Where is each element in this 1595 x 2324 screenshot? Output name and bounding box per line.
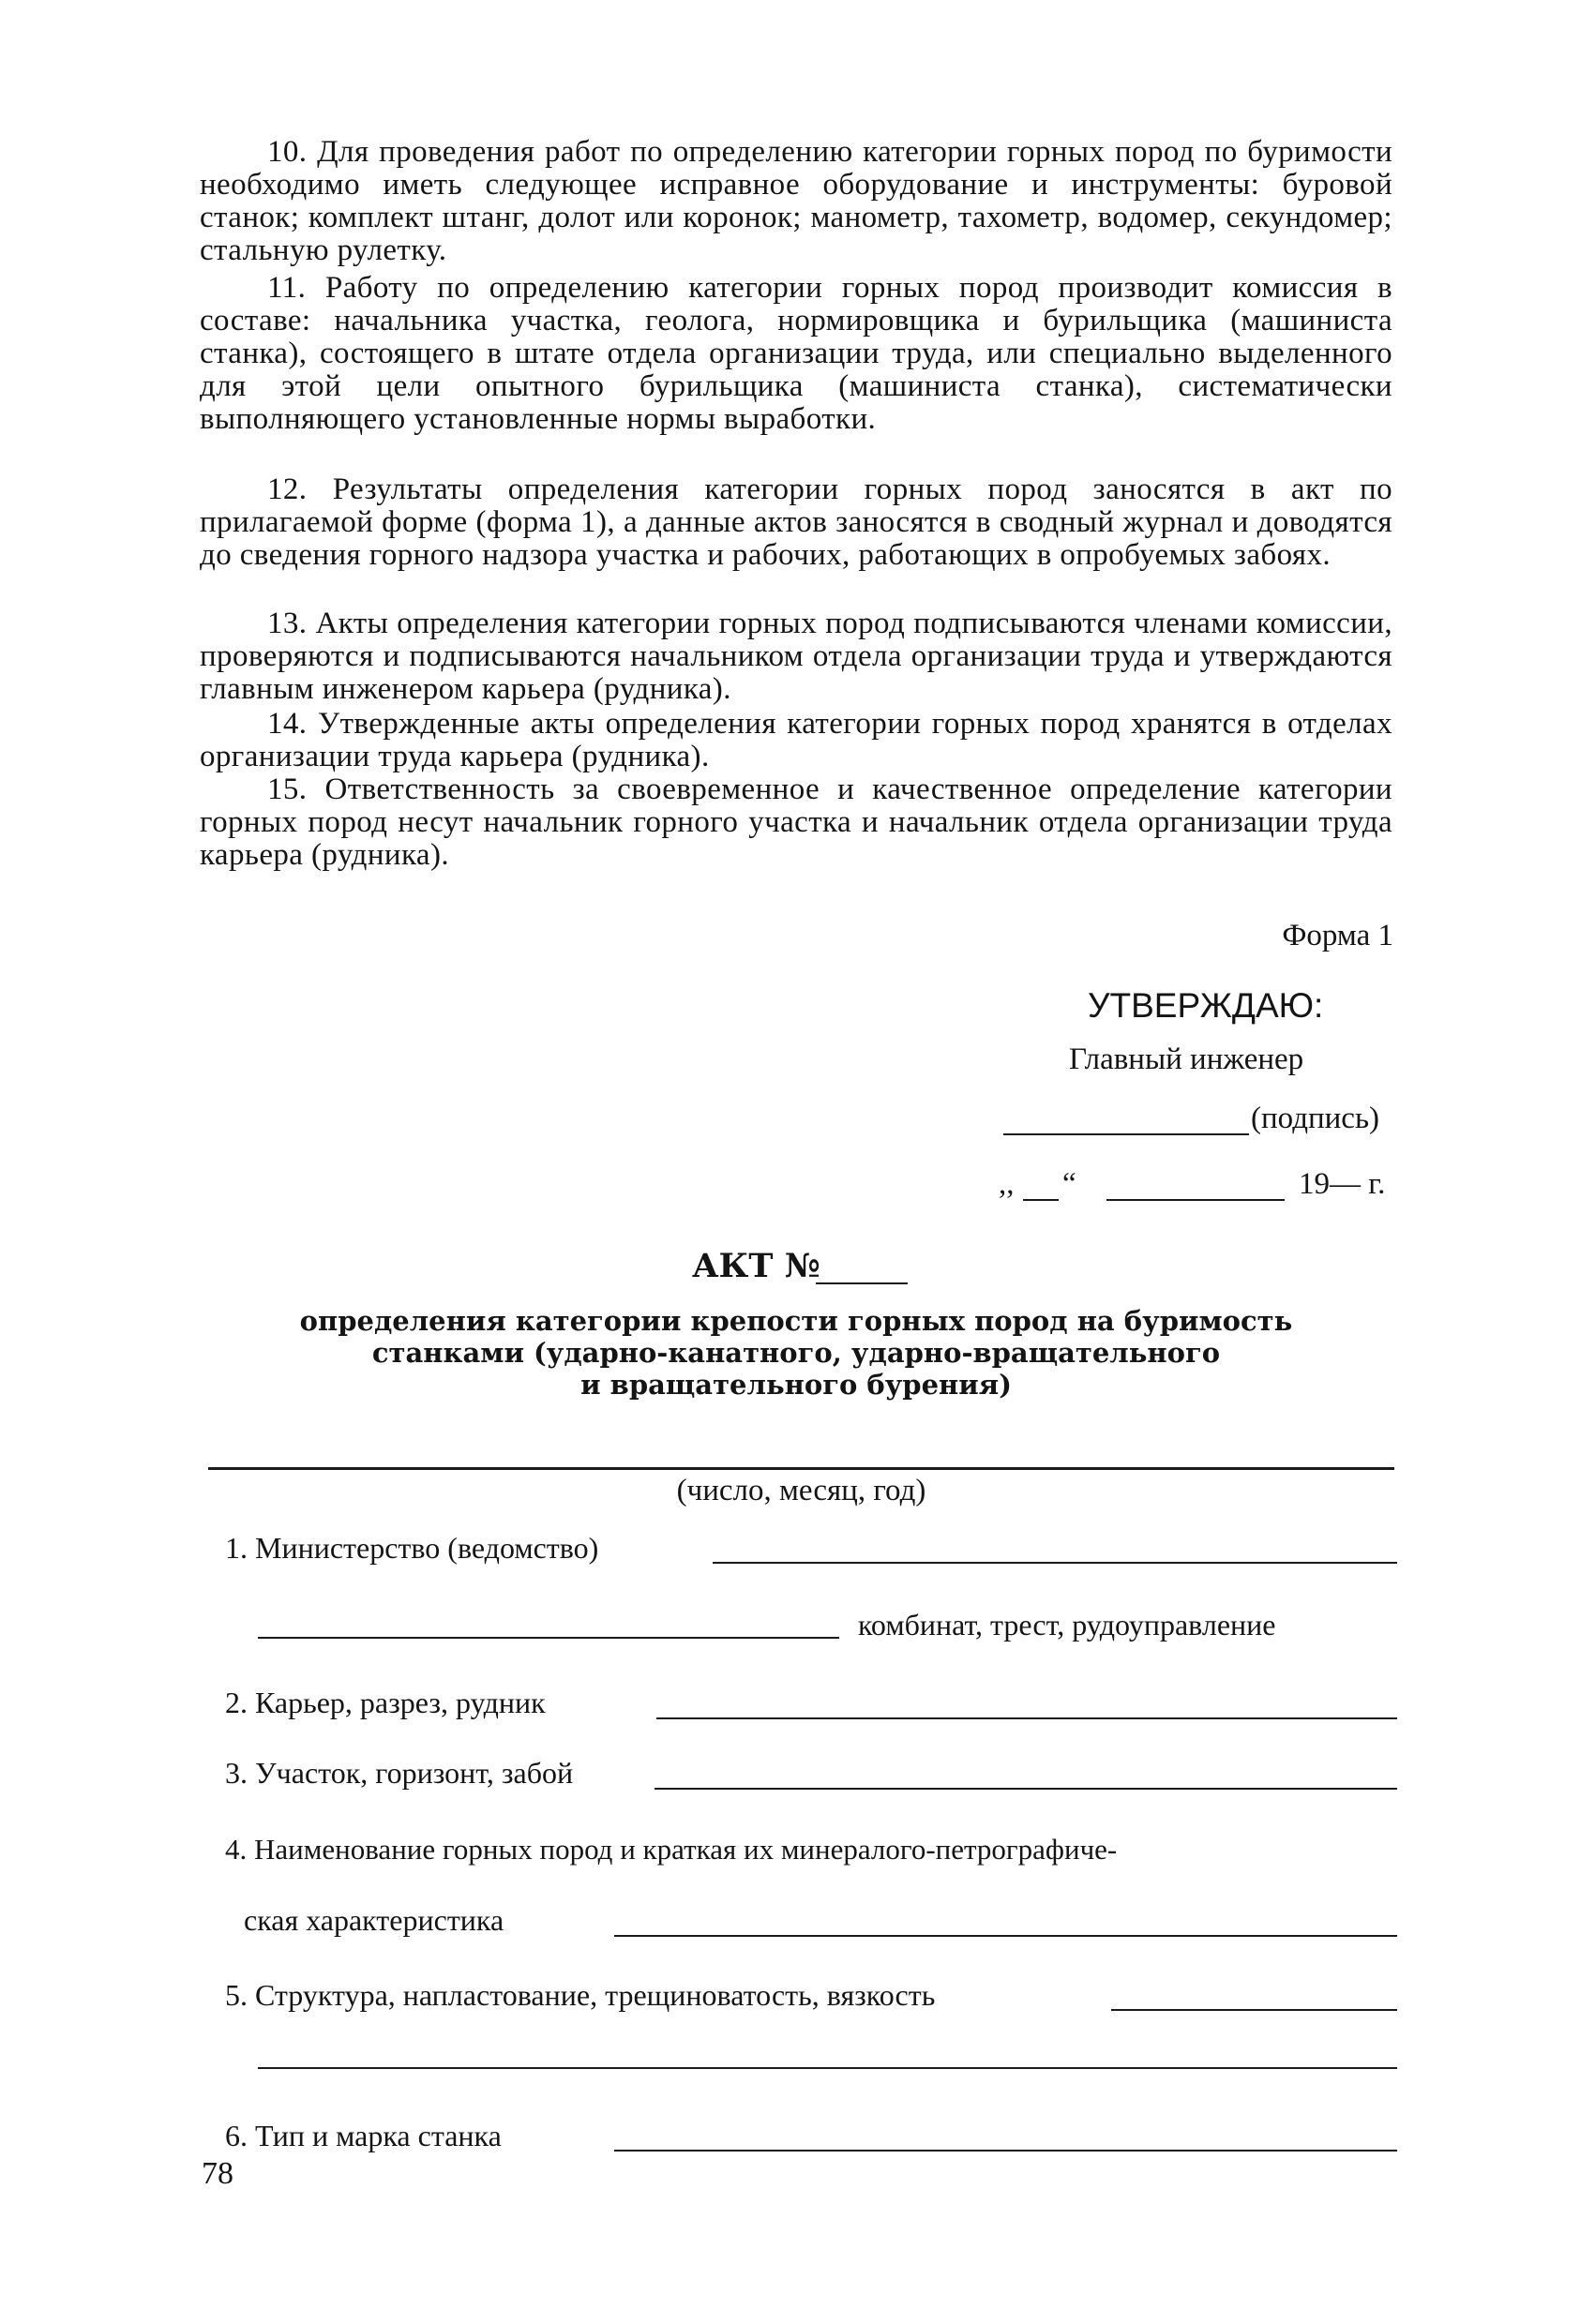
date-quote-close: “ bbox=[1062, 1167, 1076, 1201]
chief-engineer: Главный инженер bbox=[1069, 1042, 1304, 1076]
paragraph-15: 15. Ответственность за своевременное и качественное определение категории горных пород несут начальник горного участка и начальник отдела организации труда карьера (рудника). bbox=[200, 772, 1392, 872]
field-5-line[interactable] bbox=[1111, 2009, 1397, 2011]
act-subtitle-line-3: и вращательного бурения) bbox=[580, 1369, 1012, 1401]
month-line[interactable] bbox=[1106, 1199, 1285, 1201]
field-1-line[interactable] bbox=[713, 1562, 1397, 1564]
date-quote-open: ,, bbox=[999, 1167, 1015, 1201]
field-6-label: 6. Тип и марка станка bbox=[225, 2119, 502, 2152]
approve-heading: УТВЕРЖДАЮ: bbox=[1088, 986, 1324, 1025]
field-2-label: 2. Карьер, разрез, рудник bbox=[225, 1686, 546, 1719]
field-1-sub-line[interactable] bbox=[258, 1637, 839, 1639]
act-subtitle-line-1: определения категории крепости горных пород на буримость bbox=[299, 1305, 1293, 1337]
act-date-line[interactable] bbox=[208, 1467, 1394, 1470]
paragraph-10: 10. Для проведения работ по определению категории горных пород по буримости необходимо иметь следующее исправное оборудование и инструменты: буровой станок; комплект штанг, долот или коронок; манометр, тахометр, водомер, секундомер; стальную рулетку. bbox=[200, 135, 1392, 267]
field-1-sub-caption: комбинат, трест, рудоуправление bbox=[858, 1608, 1276, 1642]
act-date-caption: (число, месяц, год) bbox=[676, 1474, 926, 1507]
field-2-line[interactable] bbox=[656, 1717, 1397, 1719]
act-subtitle-line-2: станками (ударно-канатного, ударно-вращательного bbox=[371, 1337, 1221, 1369]
field-4-label-line-2: ская характеристика bbox=[244, 1903, 504, 1937]
field-4-line[interactable] bbox=[614, 1935, 1397, 1937]
field-5-label: 5. Структура, напластование, трещиноватость, вязкость bbox=[225, 1978, 936, 2012]
page-number: 78 bbox=[202, 2156, 233, 2191]
signature-caption: (подпись) bbox=[1251, 1102, 1379, 1135]
paragraph-13: 13. Акты определения категории горных пород подписываются членами комиссии, проверяются и подписываются начальником отдела организации труда и утверждаются главным инженером карьера (рудника). bbox=[200, 607, 1392, 706]
signature-row bbox=[1003, 1102, 1397, 1139]
act-subtitle bbox=[200, 1305, 1392, 1401]
paragraph-11: 11. Работу по определению категории горных пород производит комиссия в составе: начальника участка, геолога, нормировщика и бурильщика (машиниста станка), состоящего в штате отдела организации труда, или специально выделенного для этой цели опытного бурильщика (машиниста станка), систематически выполняющего установленные нормы выработки. bbox=[200, 271, 1392, 436]
field-4-label-line-1: 4. Наименование горных пород и краткая их минералого-петрографиче- bbox=[225, 1833, 1118, 1866]
paragraph-14: 14. Утвержденные акты определения категории горных пород хранятся в отделах организации труда карьера (рудника). bbox=[200, 707, 1392, 773]
field-3-label: 3. Участок, горизонт, забой bbox=[225, 1756, 574, 1790]
year-suffix: 19— г. bbox=[1299, 1167, 1386, 1201]
paragraph-12: 12. Результаты определения категории горных пород заносятся в акт по прилагаемой форме (форма 1), а данные актов заносятся в сводный журнал и доводятся до сведения горного надзора участка и рабочих, работающих в опробуемых забоях. bbox=[200, 472, 1392, 572]
day-line[interactable] bbox=[1023, 1199, 1059, 1201]
approval-date-row bbox=[999, 1167, 1402, 1205]
act-title: АКТ № bbox=[692, 1247, 820, 1285]
signature-line[interactable] bbox=[1003, 1133, 1249, 1135]
form-label: Форма 1 bbox=[1282, 919, 1393, 952]
field-1-label: 1. Министерство (ведомство) bbox=[225, 1531, 599, 1565]
act-number-line[interactable] bbox=[816, 1282, 908, 1284]
field-6-line[interactable] bbox=[614, 2150, 1397, 2152]
field-3-line[interactable] bbox=[655, 1788, 1397, 1790]
act-title-row bbox=[692, 1247, 936, 1290]
field-5-line-2[interactable] bbox=[258, 2067, 1397, 2069]
